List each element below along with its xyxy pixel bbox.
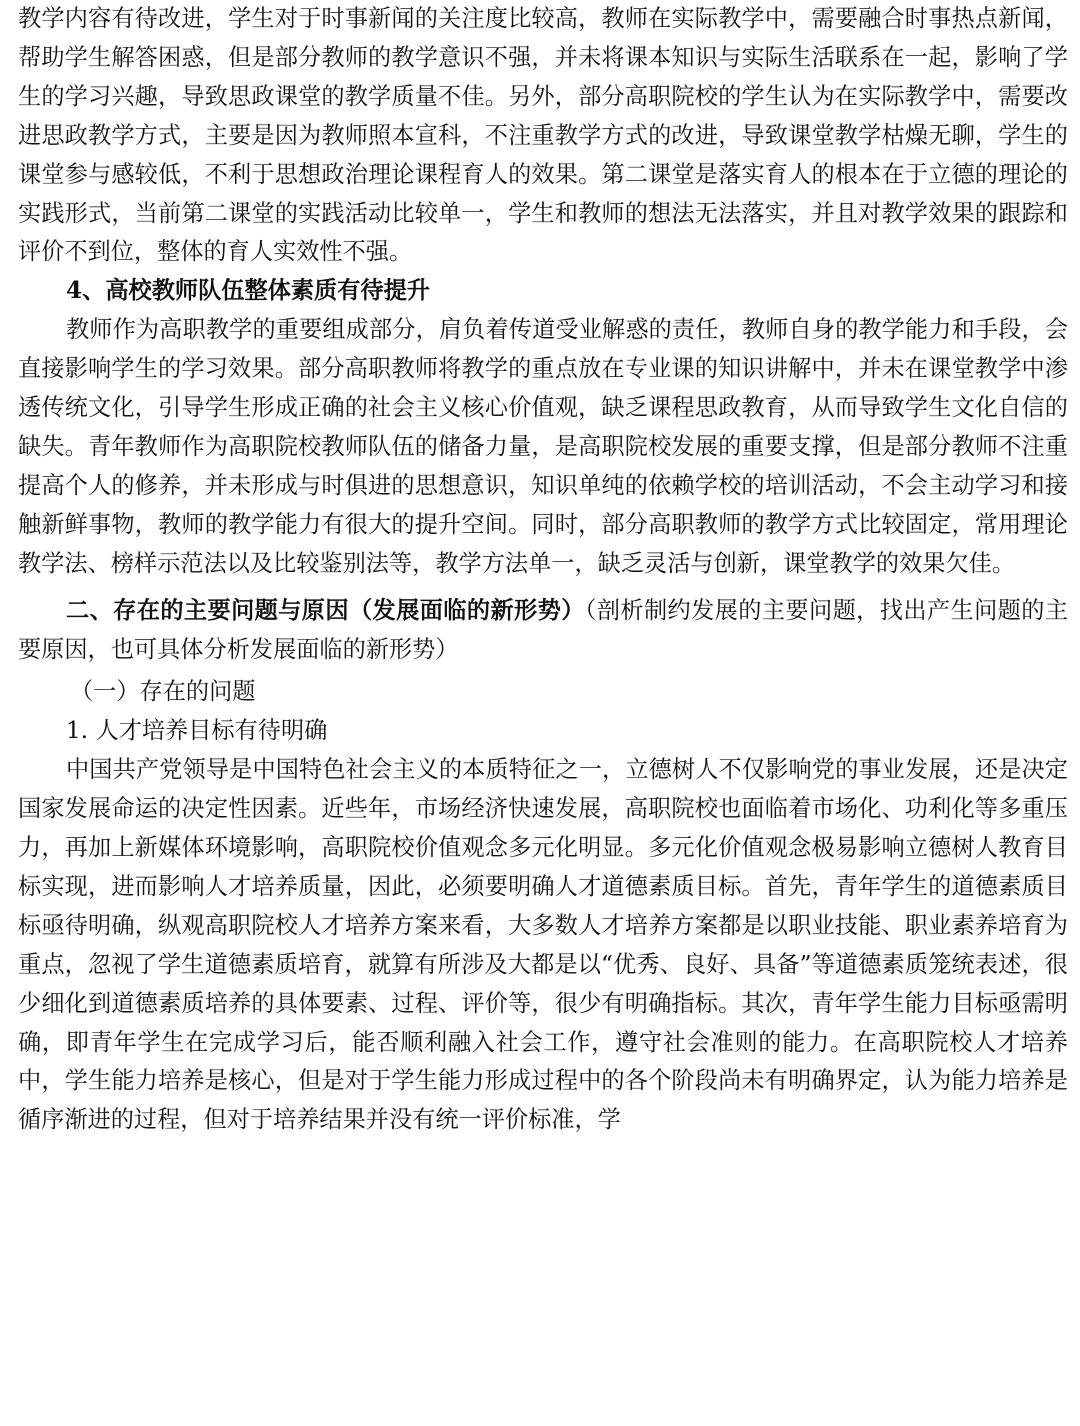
item-heading-talent-goals: 1. 人才培养目标有待明确 (66, 717, 328, 745)
paragraph-talent-goals: 中国共产党领导是中国特色社会主义的本质特征之一，立德树人不仅影响党的事业发展，还是决定国家发展命运的决定性因素。近些年，市场经济快速发展，高职院校也面临着市场化、功利化等多重压力，再加上新媒体环境影响，高职院校价值观念多元化明显。多元化价值观念极易影响立德树人教育目标实现，进而影响人才培养质量，因此，必须要明确人才道德素质目标。首先，青年学生的道德素质目标亟待明确，纵观高职院校人才培养方案来看，大多数人才培养方案都是以职业技能、职业素养培育为重点，忽视了学生道德素质培育，就算有所涉及大都是以“优秀、良好、具备”等道德素质笼统表述，很少细化到道德素质培养的具体要素、过程、评价等，很少有明确指标。其次，青年学生能力目标亟需明确，即青年学生在完成学习后，能否顺利融入社会工作，遵守社会准则的能力。在高职院校人才培养中，学生能力培养是核心，但是对于学生能力形成过程中的各个阶段尚未有明确界定，认为能力培养是循序渐进的过程，但对于培养结果并没有统一评价标准，学 (18, 756, 1068, 1134)
section-note: （剖析制约发展的主要问题，找出产生问题的主要原因，也可具体分析发展面临的新形势） (18, 596, 1069, 663)
paragraph-teacher-quality: 教师作为高职教学的重要组成部分，肩负着传道受业解惑的责任，教师自身的教学能力和手段，会直接影响学生的学习效果。部分高职教师将教学的重点放在专业课的知识讲解中，并未在课堂教学中渗透传统文化，引导学生形成正确的社会主义核心价值观，缺乏课程思政教育，从而导致学生文化自信的缺失。青年教师作为高职院校教师队伍的储备力量，是高职院校发展的重要支撑，但是部分教师不注重提高个人的修养，并未形成与时俱进的思想意识，知识单纯的依赖学校的培训活动，不会主动学习和接触新鲜事物，教师的教学能力有很大的提升空间。同时，部分高职教师的教学方式比较固定，常用理论教学法、榜样示范法以及比较鉴别法等，教学方法单一，缺乏灵活与创新，课堂教学的效果欠佳。 (18, 316, 1068, 577)
document-page (18, 0, 1068, 1140)
section-heading-problems (18, 592, 1068, 670)
section-title: 二、存在的主要问题与原因（发展面临的新形势） (66, 596, 585, 624)
heading-teacher-quality: 4、高校教师队伍整体素质有待提升 (66, 277, 430, 305)
paragraph-teaching-content: 教学内容有待改进，学生对于时事新闻的关注度比较高，教师在实际教学中，需要融合时事热点新闻，帮助学生解答困惑，但是部分教师的教学意识不强，并未将课本知识与实际生活联系在一起，影响了学生的学习兴趣，导致思政课堂的教学质量不佳。另外，部分高职院校的学生认为在实际教学中，需要改进思政教学方式，主要是因为教师照本宣科，不注重教学方式的改进，导致课堂教学枯燥无聊，学生的课堂参与感较低，不利于思想政治理论课程育人的效果。第二课堂是落实育人的根本在于立德的理论的实践形式，当前第二课堂的实践活动比较单一，学生和教师的想法无法落实，并且对教学效果的跟踪和评价不到位，整体的育人实效性不强。 (18, 5, 1068, 266)
subheading-existing-problems: （一）存在的问题 (70, 678, 256, 706)
